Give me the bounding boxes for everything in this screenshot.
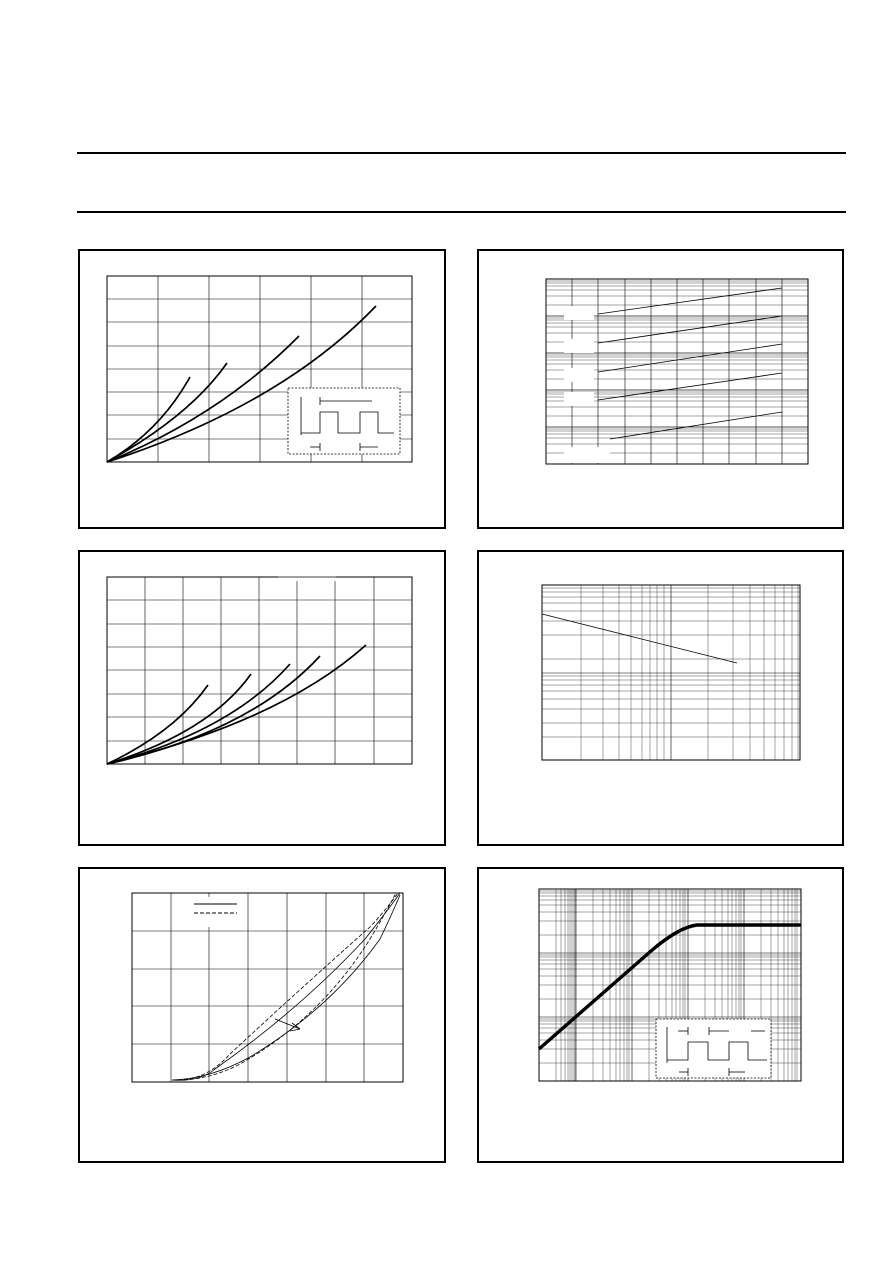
figure-3-plot [80, 552, 448, 848]
figure-panel-2 [477, 249, 844, 529]
figure-6-plot [479, 869, 846, 1165]
figure-panel-5 [78, 867, 446, 1163]
figure-panel-1 [78, 249, 446, 529]
header-rule-top [77, 152, 846, 154]
figure-4-plot [479, 552, 846, 848]
figure-panel-6 [477, 867, 844, 1163]
figure-panel-3 [78, 550, 446, 846]
figure-2-plot [479, 251, 846, 531]
figure-5-plot [80, 869, 448, 1165]
figure-1-plot [80, 251, 448, 531]
header-rule-bottom [77, 211, 846, 213]
figure-panel-4 [477, 550, 844, 846]
